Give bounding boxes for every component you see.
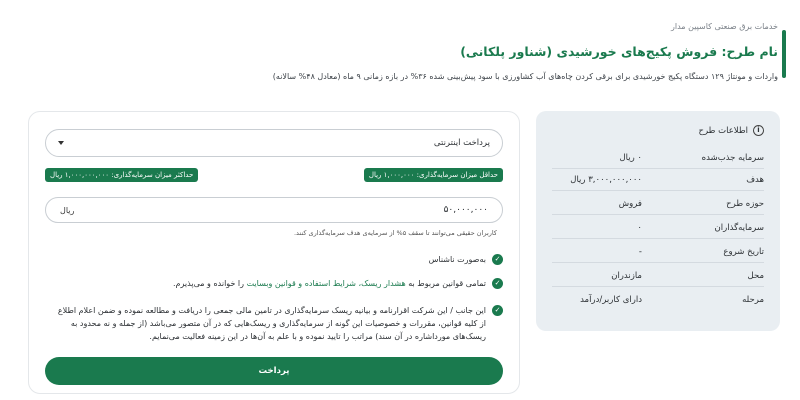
plan-info-heading-label: اطلاعات طرح xyxy=(698,125,748,136)
plan-info-heading xyxy=(698,125,764,136)
info-row-label: حوزه طرح xyxy=(726,198,764,209)
checkmark-icon: ✓ xyxy=(492,305,503,316)
plan-info-panel xyxy=(536,111,780,331)
info-row-label: سرمایه‌گذاران xyxy=(714,222,764,233)
info-row-value: دارای کاربر/درآمد xyxy=(580,295,642,305)
plan-description: واردات و مونتاژ ۱۲۹ دستگاه پکیج خورشیدی برای برقی کردن چاه‌های آب کشاورزی با سود پیش‌بینی شده ۳۶% در بازه زمانی ۹ ماه (معادل ۴۸% سالانه) xyxy=(272,72,778,81)
info-row-start-date xyxy=(552,241,764,263)
investment-form-card xyxy=(28,111,520,394)
info-row-value: ۰ xyxy=(637,222,642,233)
info-row-value: ۰ ریال xyxy=(619,152,642,163)
info-row-value: مازندران xyxy=(611,270,642,281)
payment-method-value: پرداخت اینترنتی xyxy=(433,138,490,148)
info-row-label: محل xyxy=(747,270,764,281)
page-subtitle: خدمات برق صنعتی کاسپین مدار xyxy=(670,22,778,31)
page-title: نام طرح: فروش پکیج‌های خورشیدی (شناور پلکانی) xyxy=(460,44,778,59)
caret-down-icon xyxy=(58,141,64,145)
info-row-label: هدف xyxy=(746,174,764,185)
info-row-raised xyxy=(552,147,764,169)
checkmark-icon: ✓ xyxy=(492,278,503,289)
info-row-label: مرحله xyxy=(742,295,764,305)
terms-link[interactable]: هشدار ریسک، شرایط استفاده و قوانین وبسایت xyxy=(246,279,406,288)
title-accent-bar xyxy=(782,30,786,78)
investment-amount-input[interactable] xyxy=(45,197,503,223)
info-row-value: ۳,۰۰۰,۰۰۰,۰۰۰ ریال xyxy=(570,174,642,185)
info-row-location xyxy=(552,265,764,287)
pay-button[interactable]: پرداخت xyxy=(45,357,503,385)
checkmark-icon: ✓ xyxy=(492,254,503,265)
info-row-label: سرمایه جذب‌شده xyxy=(701,152,764,163)
info-row-label: تاریخ شروع xyxy=(723,246,764,257)
info-row-goal xyxy=(552,169,764,191)
min-investment-badge: حداقل میزان سرمایه‌گذاری: ۱,۰۰۰,۰۰۰ ریال xyxy=(364,168,503,182)
declaration-checkbox[interactable] xyxy=(51,304,503,343)
terms-checkbox[interactable] xyxy=(173,277,503,290)
terms-label xyxy=(173,277,486,290)
anonymous-checkbox[interactable] xyxy=(429,253,503,266)
payment-method-select[interactable] xyxy=(45,129,503,157)
info-icon: i xyxy=(753,125,764,136)
investment-amount-value: ۵۰,۰۰۰,۰۰۰ xyxy=(443,205,488,215)
anonymous-label: به‌صورت ناشناس xyxy=(428,255,486,264)
terms-prefix: تمامی قوانین مربوط به xyxy=(408,279,486,288)
declaration-label: این جانب / این شرکت اقرارنامه و بیانیه ریسک سرمایه‌گذاری در تامین مالی جمعی را دریافت و مطالعه نموده و ضمن اعلام اطلاع از کلیه قوانین، مقررات و خصوصیات این گونه از سرمایه‌گذاری و ریسک‌هایی که در آن متصور می‌باشد (از جمله و نه محدود به ریسک‌های مورداشاره در آن سند) مراتب را تایید نموده و با علم به آن‌ها در این زمینه فعالیت می‌نمایم. xyxy=(57,306,486,341)
max-investment-badge: حداکثر میزان سرمایه‌گذاری: ۱,۰۰۰,۰۰۰,۰۰۰ ریال xyxy=(45,168,198,182)
info-row-investors xyxy=(552,217,764,239)
info-row-stage xyxy=(552,289,764,311)
info-row-field xyxy=(552,193,764,215)
investment-limit-hint: کاربران حقیقی می‌توانند تا سقف ۵% از سرمایه‌ی هدف سرمایه‌گذاری کنند. xyxy=(293,229,497,237)
currency-unit: ریال xyxy=(60,205,75,215)
terms-suffix: را خوانده و می‌پذیرم. xyxy=(173,279,245,288)
info-row-value: - xyxy=(638,246,642,257)
info-row-value: فروش xyxy=(618,198,642,209)
